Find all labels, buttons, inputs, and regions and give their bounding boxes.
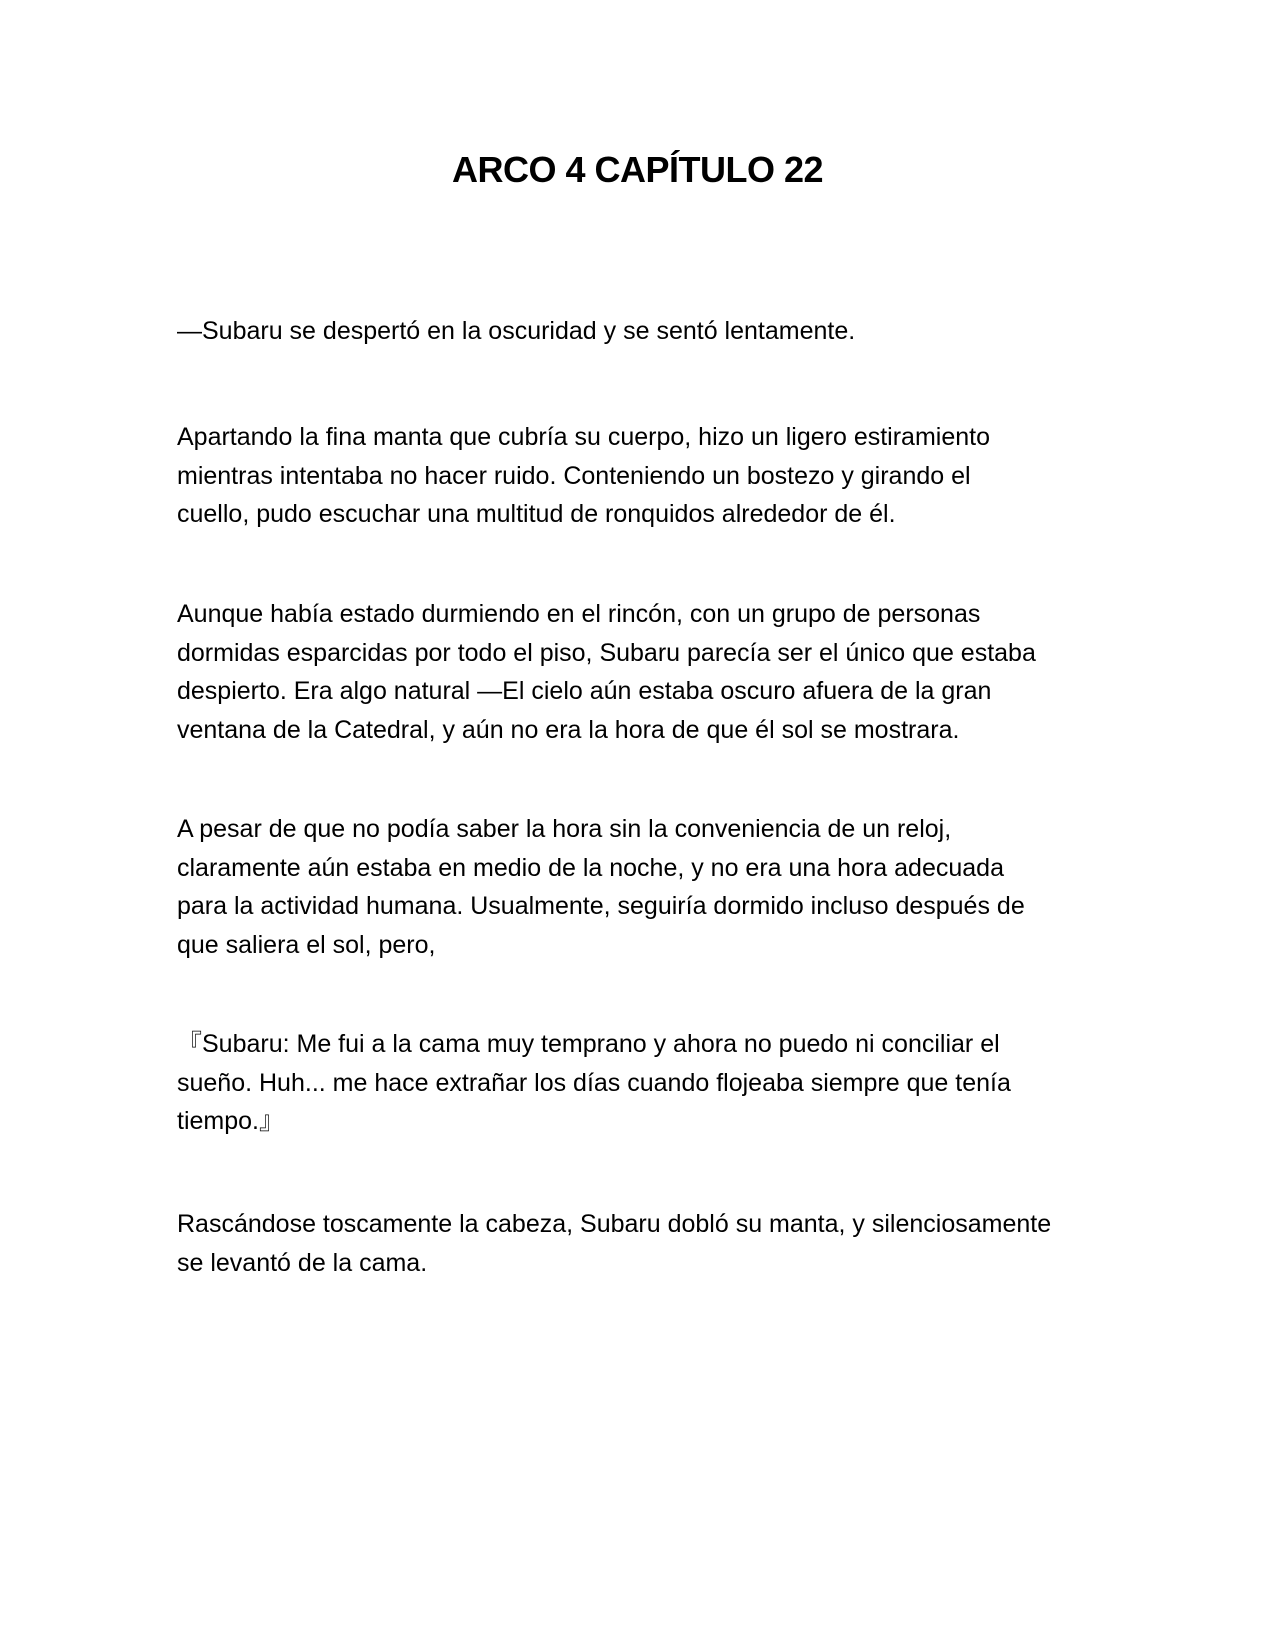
paragraph-1 <box>177 312 1117 351</box>
paragraph-line: sueño. Huh... me hace extrañar los días cuando flojeaba siempre que tenía <box>177 1068 1011 1097</box>
paragraph-line: claramente aún estaba en medio de la noche, y no era una hora adecuada <box>177 853 1004 882</box>
paragraph-6 <box>177 1205 1117 1282</box>
paragraph-line: para la actividad humana. Usualmente, seguiría dormido incluso después de <box>177 892 1025 920</box>
paragraph-5-dialogue <box>177 1025 1117 1141</box>
paragraph-line: tiempo.』 <box>177 1107 284 1135</box>
paragraph-2 <box>177 418 1117 534</box>
paragraph-line: despierto. Era algo natural —El cielo aún estaba oscuro afuera de la gran <box>177 677 992 705</box>
paragraph-line: se levantó de la cama. <box>177 1248 428 1277</box>
paragraph-line: 『Subaru: Me fui a la cama muy temprano y ahora no puedo ni conciliar el <box>177 1030 1000 1058</box>
chapter-title: ARCO 4 CAPÍTULO 22 <box>451 149 824 190</box>
paragraph-line: Apartando la fina manta que cubría su cuerpo, hizo un ligero estiramiento <box>177 423 990 451</box>
paragraph-line: A pesar de que no podía saber la hora sin la conveniencia de un reloj, <box>177 815 952 843</box>
paragraph-line: que saliera el sol, pero, <box>177 930 436 959</box>
paragraph-line: Rascándose toscamente la cabeza, Subaru dobló su manta, y silenciosamente <box>177 1210 1052 1238</box>
paragraph-line: dormidas esparcidas por todo el piso, Subaru parecía ser el único que estaba <box>177 638 1036 667</box>
paragraph-line: mientras intentaba no hacer ruido. Conteniendo un bostezo y girando el <box>177 461 971 490</box>
paragraph-line: —Subaru se despertó en la oscuridad y se sentó lentamente. <box>177 317 856 345</box>
paragraph-line: Aunque había estado durmiendo en el rincón, con un grupo de personas <box>177 600 981 628</box>
paragraph-4 <box>177 810 1117 964</box>
paragraph-3 <box>177 595 1117 749</box>
paragraph-line: ventana de la Catedral, y aún no era la hora de que él sol se mostrara. <box>177 715 960 744</box>
paragraph-line: cuello, pudo escuchar una multitud de ronquidos alrededor de él. <box>177 500 896 528</box>
